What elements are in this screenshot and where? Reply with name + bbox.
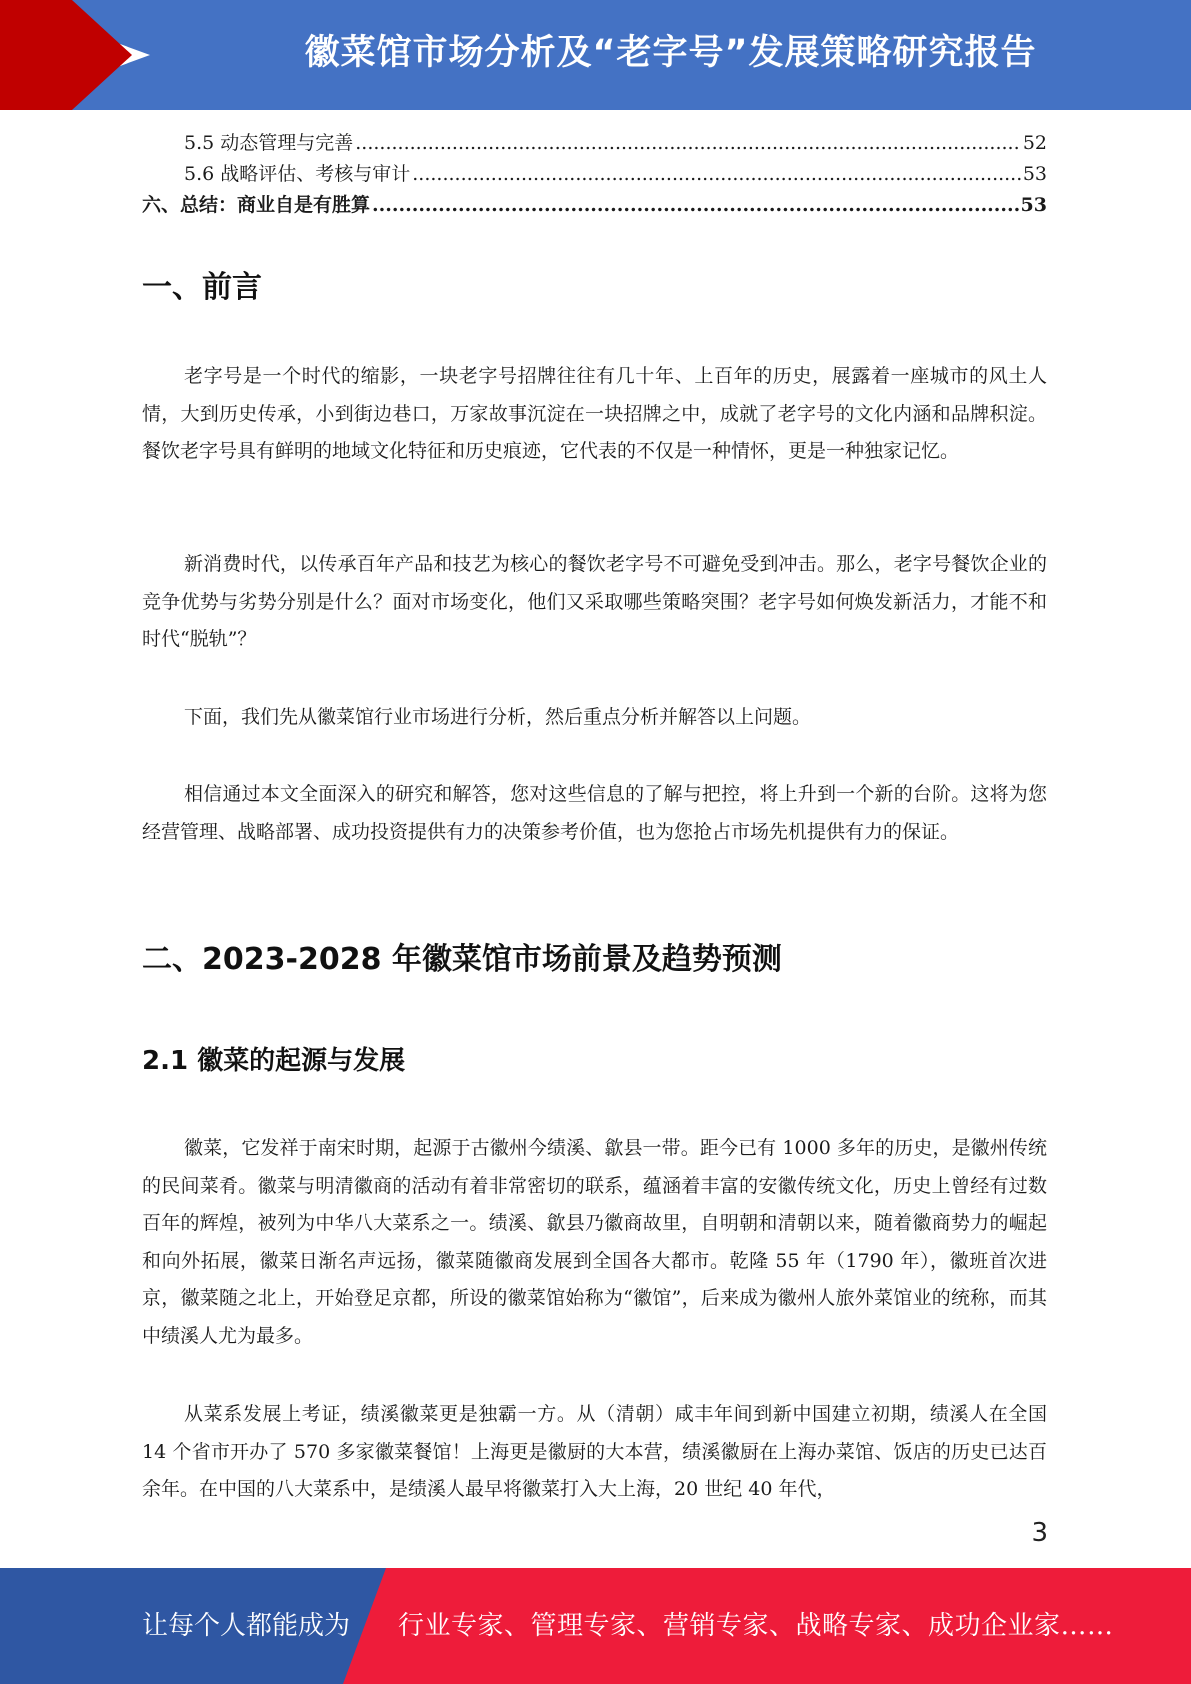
footer-slogan-right: 行业专家、管理专家、营销专家、战略专家、成功企业家…… (398, 1611, 1114, 1641)
toc-entry-page: 52 (1022, 132, 1047, 154)
footer-slogan-left: 让每个人都能成为 (142, 1611, 351, 1641)
toc-entry-label: 六、总结：商业自是有胜算 (142, 194, 371, 216)
toc-entry[interactable] (142, 190, 1047, 221)
paragraph: 从菜系发展上考证，绩溪徽菜更是独霸一方。从（清朝）咸丰年间到新中国建立初期，绩溪人在全国 14 个省市开办了 570 多家徽菜餐馆！上海更是徽厨的大本营，绩溪徽厨在上海办菜馆、饭店的历史已达百余年。在中国的八大菜系中，是绩溪人最早将徽菜打入大上海，20 世纪 40 年代， (142, 1403, 1047, 1500)
toc-entry-page: 53 (1020, 194, 1047, 216)
paragraph: 徽菜，它发祥于南宋时期，起源于古徽州今绩溪、歙县一带。距今已有 1000 多年的历史，是徽州传统的民间菜肴。徽菜与明清徽商的活动有着非常密切的联系，蕴涵着丰富的安徽传统文化，历史上曾经有过数百年的辉煌，被列为中华八大菜系之一。绩溪、歙县乃徽商故里，自明朝和清朝以来，随着徽商势力的崛起和向外拓展，徽菜日渐名声远扬，徽菜随徽商发展到全国各大都市。乾隆 55 年（1790 年），徽班首次进京，徽菜随之北上，开始登足京都，所设的徽菜馆始称为“徽馆”，后来成为徽州人旅外菜馆业的统称，而其中绩溪人尤为最多。 (142, 1137, 1047, 1347)
toc-entry-label: 5.6 战略评估、考核与审计 (184, 163, 411, 185)
toc-entry[interactable] (142, 159, 1047, 190)
section-heading-market-outlook: 二、2023-2028 年徽菜馆市场前景及趋势预测 (142, 942, 782, 977)
toc-entry-label: 5.5 动态管理与完善 (184, 132, 354, 154)
toc-leader-dots (412, 163, 1021, 185)
toc-leader-dots (355, 132, 1021, 154)
table-of-contents (142, 128, 1047, 221)
page-header (0, 0, 1191, 110)
toc-entry-page: 53 (1022, 163, 1047, 185)
page-number: 3 (1031, 1518, 1048, 1548)
report-title: 徽菜馆市场分析及“老字号”发展策略研究报告 (304, 33, 1037, 73)
toc-entry[interactable] (142, 128, 1047, 159)
paragraph: 下面，我们先从徽菜馆行业市场进行分析，然后重点分析并解答以上问题。 (184, 706, 812, 728)
paragraph: 新消费时代，以传承百年产品和技艺为核心的餐饮老字号不可避免受到冲击。那么，老字号餐饮企业的竞争优势与劣势分别是什么？面对市场变化，他们又采取哪些策略突围？老字号如何焕发新活力，才能不和时代“脱轨”？ (142, 553, 1047, 650)
subsection-heading-origin: 2.1 徽菜的起源与发展 (142, 1046, 406, 1076)
page-footer (0, 1568, 1191, 1684)
paragraph: 老字号是一个时代的缩影，一块老字号招牌往往有几十年、上百年的历史，展露着一座城市的风土人情，大到历史传承，小到街边巷口，万家故事沉淀在一块招牌之中，成就了老字号的文化内涵和品牌积淀。餐饮老字号具有鲜明的地域文化特征和历史痕迹，它代表的不仅是一种情怀，更是一种独家记忆。 (142, 365, 1047, 462)
paragraph: 相信通过本文全面深入的研究和解答，您对这些信息的了解与把控，将上升到一个新的台阶。这将为您经营管理、战略部署、成功投资提供有力的决策参考价值，也为您抢占市场先机提供有力的保证。 (142, 783, 1047, 843)
section-heading-preface: 一、前言 (142, 270, 262, 305)
toc-leader-dots (372, 194, 1019, 216)
